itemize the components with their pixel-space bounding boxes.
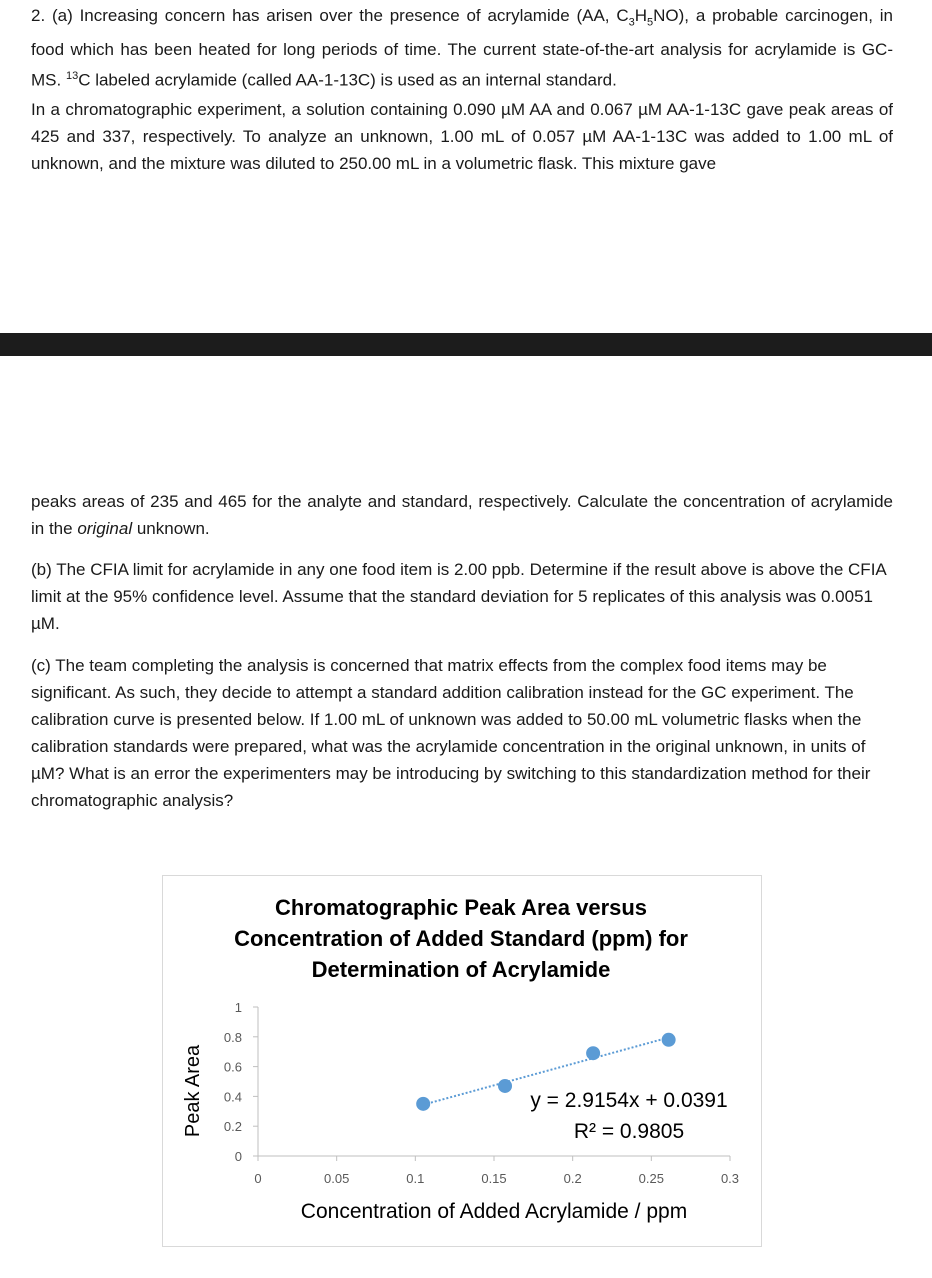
x-tick-label: 0 <box>254 1171 262 1186</box>
part-a-continued: peaks areas of 235 and 465 for the analyte and standard, respectively. Calculate the concentration of acrylamide in the original unknown. <box>31 492 893 538</box>
y-tick-label: 1 <box>234 1000 242 1015</box>
data-point <box>662 1033 676 1047</box>
part-a-experiment: In a chromatographic experiment, a solution containing 0.090 µM AA and 0.067 µM AA-1-13C gave peak areas of 425 and 337, respectively. To analyze an unknown, 1.00 mL of 0.057 µM AA-1-13C was added to 1.00 mL of unknown, and the mixture was diluted to 250.00 mL in a volumetric flask. This mixture gave <box>31 100 893 173</box>
redaction-bar <box>0 333 932 356</box>
y-tick-label: 0.4 <box>223 1089 242 1105</box>
y-tick-label: 0.8 <box>223 1029 242 1045</box>
x-tick-label: 0.2 <box>563 1171 582 1186</box>
chart-svg <box>163 876 761 1246</box>
part-a-intro: 2. (a) Increasing concern has arisen over the presence of acrylamide (AA, $C_3H_5NO$), a probable carcinogen, in food which has been heated for long periods of time. The current state-of-the-art analysis for acrylamide is GC-MS. $^{13}$C labeled acrylamide (called AA-1-13C) is used as an internal standard. <box>31 6 893 91</box>
y-tick-label: 0 <box>234 1149 242 1164</box>
x-axis-label: Concentration of Added Acrylamide / ppm <box>300 1200 688 1223</box>
y-tick-label: 0.2 <box>223 1119 242 1135</box>
x-tick-label: 0.05 <box>324 1171 350 1186</box>
chart-title-line-3: Determination of Acrylamide <box>311 957 611 982</box>
y-axis <box>224 1000 258 1164</box>
y-axis-label: Peak Area <box>182 1044 204 1138</box>
part-c: (c) The team completing the analysis is concerned that matrix effects from the complex food items may be significant. As such, they decide to attempt a standard addition calibration instead for the GC experiment. The calibration curve is presented below. If 1.00 mL of unknown was added to 50.00 mL volumetric flasks when the calibration standards were prepared, what was the acrylamide concentration in the original unknown, in units of µM? What is an error the experimenters may be introducing by switching to this standardization method for their chromatographic analysis? <box>31 656 871 810</box>
x-tick-label: 0.15 <box>481 1171 507 1186</box>
data-point <box>416 1097 430 1111</box>
data-point <box>498 1079 512 1093</box>
y-tick-label: 0.6 <box>223 1059 242 1075</box>
chart-title-line-1: Chromatographic Peak Area versus <box>274 895 648 920</box>
part-b: (b) The CFIA limit for acrylamide in any one food item is 2.00 ppb. Determine if the result above is above the CFIA limit at the 95% confidence level. Assume that the standard deviation for 5 replicates of this analysis was 0.0051 µM. <box>31 560 886 633</box>
calibration-chart <box>162 875 762 1247</box>
x-axis <box>254 1156 739 1186</box>
trendline-r2: R² = 0.9805 <box>573 1120 685 1143</box>
trendline-equation: y = 2.9154x + 0.0391 <box>530 1089 728 1112</box>
x-tick-label: 0.1 <box>406 1171 425 1186</box>
x-tick-label: 0.3 <box>720 1171 740 1186</box>
chart-title <box>234 895 688 982</box>
data-point <box>586 1046 600 1060</box>
x-tick-label: 0.25 <box>638 1171 664 1186</box>
chart-title-line-2: Concentration of Added Standard (ppm) for <box>234 926 688 951</box>
